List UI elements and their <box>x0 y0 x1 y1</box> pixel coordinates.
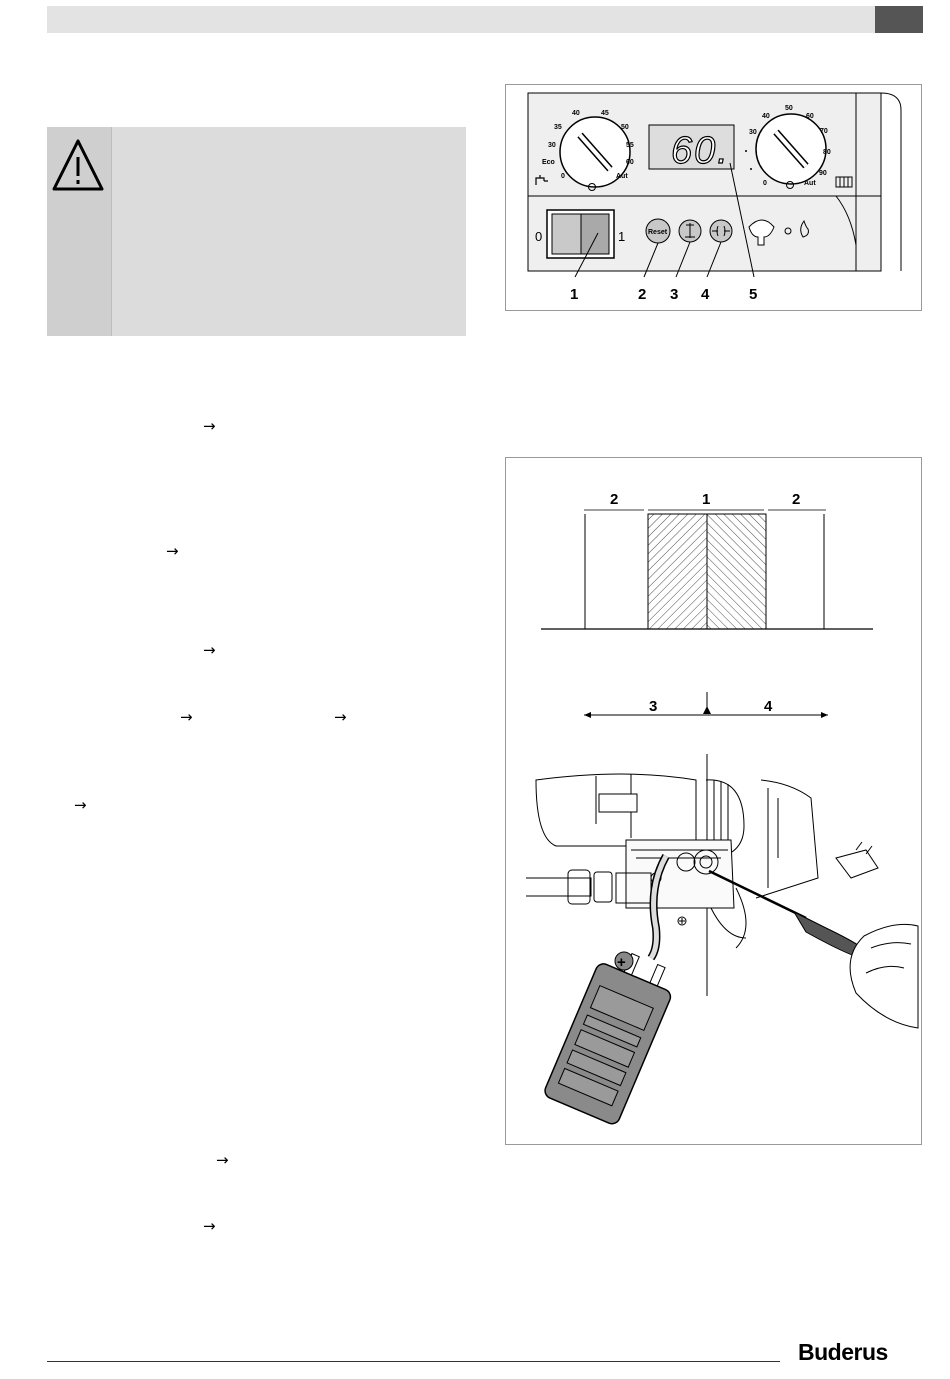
dhw-tick: 0 <box>561 173 565 180</box>
step-arrow: → <box>216 1151 229 1169</box>
heating-tick: 40 <box>762 113 770 120</box>
switch-label-off: 0 <box>535 229 543 244</box>
heating-tick: 70 <box>820 128 828 135</box>
callout-1: 1 <box>570 286 579 303</box>
warning-triangle-icon <box>47 127 111 197</box>
callout-3: 3 <box>670 286 679 303</box>
dhw-tick: 55 <box>626 142 634 149</box>
control-panel-drawing <box>506 85 921 310</box>
warning-box <box>47 127 466 336</box>
zone-label-center: 1 <box>702 491 711 508</box>
dhw-tick: 45 <box>601 110 609 117</box>
zone-label-right: 2 <box>792 491 801 508</box>
step-arrow: → <box>203 417 216 435</box>
direction-label-3: 3 <box>649 698 658 715</box>
step-arrow: → <box>74 796 87 814</box>
reset-label: Reset <box>648 229 668 236</box>
dhw-tick: 50 <box>621 124 629 131</box>
dhw-tick: Aut <box>616 173 628 180</box>
temperature-display: 60. <box>671 130 730 172</box>
header-tab <box>875 6 923 33</box>
header-bar <box>47 6 875 33</box>
flame-adjustment-figure <box>505 457 922 1145</box>
brand-logo: Buderus <box>798 1339 888 1365</box>
step-arrow: → <box>166 542 179 560</box>
zone-label-left: 2 <box>610 491 619 508</box>
dhw-tick: 30 <box>548 142 556 149</box>
heating-tick: 90 <box>819 170 827 177</box>
step-arrow: → <box>334 708 347 726</box>
callout-5: 5 <box>749 286 758 303</box>
direction-label-4: 4 <box>764 698 773 715</box>
dhw-tick: 35 <box>554 124 562 131</box>
heating-tick: 50 <box>785 105 793 112</box>
heating-tick: 0 <box>763 180 767 187</box>
step-arrow: → <box>180 708 193 726</box>
dhw-tick: 60 <box>626 159 634 166</box>
heating-tick: Aut <box>804 180 816 187</box>
control-panel-figure <box>505 84 922 311</box>
step-arrow: → <box>203 1217 216 1235</box>
heating-tick: 30 <box>749 129 757 136</box>
heating-tick: 80 <box>823 149 831 156</box>
footer-rule <box>47 1361 780 1362</box>
callout-4: 4 <box>701 286 710 303</box>
flame-adjustment-drawing <box>506 458 921 1144</box>
dhw-tick: 40 <box>572 110 580 117</box>
warning-icon-column <box>47 127 112 336</box>
callout-2: 2 <box>638 286 647 303</box>
plus-symbol: + <box>617 954 626 971</box>
dhw-tick: Eco <box>542 159 555 166</box>
step-arrow: → <box>203 641 216 659</box>
manometer <box>543 943 681 1126</box>
heating-tick: 60 <box>806 113 814 120</box>
switch-label-on: 1 <box>618 229 626 244</box>
